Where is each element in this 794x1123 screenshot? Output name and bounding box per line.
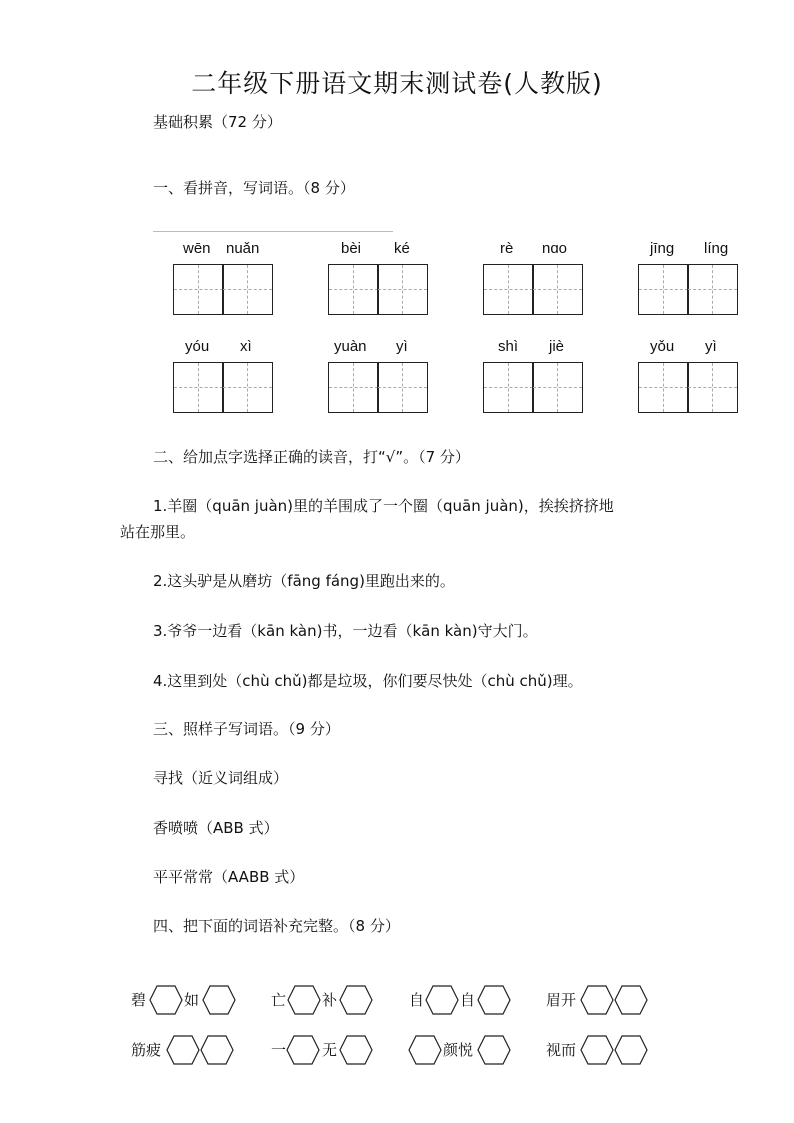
- hexagon-blank[interactable]: [580, 1035, 614, 1069]
- hexagon-blank[interactable]: [339, 1035, 373, 1069]
- pinyin-label: yuàn: [334, 338, 367, 355]
- writing-box[interactable]: [638, 362, 689, 413]
- hexagon-blank[interactable]: [287, 985, 321, 1019]
- pinyin-label: rè: [500, 240, 514, 257]
- idiom-row: [0, 1035, 794, 1065]
- pinyin-label: yǒu: [650, 338, 675, 355]
- section3-heading: 三、照样子写词语。（9 分）: [153, 720, 340, 738]
- writing-box[interactable]: [687, 264, 738, 315]
- hexagon-blank[interactable]: [425, 985, 459, 1019]
- hexagon-blank[interactable]: [166, 1035, 200, 1069]
- page-title: 二年级下册语文期末测试卷(人教版): [191, 69, 603, 98]
- idiom-row: [0, 985, 794, 1015]
- writing-box[interactable]: [173, 264, 224, 315]
- pinyin-label: wēn: [183, 240, 211, 257]
- pinyin-label: bèi: [341, 240, 362, 257]
- subtitle: 基础积累（72 分）: [153, 113, 282, 131]
- idiom-char: 如: [184, 991, 200, 1009]
- hexagon-blank[interactable]: [477, 1035, 511, 1069]
- hexagon-blank[interactable]: [580, 985, 614, 1019]
- pinyin-label: líng: [704, 240, 729, 257]
- idiom-char: 筋疲: [131, 1041, 162, 1059]
- question-1-cont: 站在那里。: [120, 523, 196, 541]
- hexagon-blank[interactable]: [614, 1035, 648, 1069]
- example-1: 寻找（近义词组成）: [153, 769, 289, 787]
- pinyin-label: jiè: [549, 338, 565, 355]
- idiom-char: 一: [271, 1041, 287, 1059]
- idiom-char: 亡: [271, 991, 287, 1009]
- writing-box[interactable]: [377, 264, 428, 315]
- hexagon-blank[interactable]: [477, 985, 511, 1019]
- idiom-char: 自: [409, 991, 425, 1009]
- hexagon-blank[interactable]: [200, 1035, 234, 1069]
- writing-box[interactable]: [638, 264, 689, 315]
- idiom-char: 无: [322, 1041, 338, 1059]
- question-2: 2.这头驴是从磨坊（fāng fáng)里跑出来的。: [153, 572, 455, 590]
- pinyin-label: nuǎn: [226, 240, 260, 257]
- section2-heading: 二、给加点字选择正确的读音，打“√”。（7 分）: [153, 448, 470, 466]
- divider: [153, 231, 393, 232]
- writing-box[interactable]: [222, 264, 273, 315]
- writing-box[interactable]: [483, 362, 534, 413]
- question-1: 1.羊圈（quān juàn)里的羊围成了一个圈（quān juàn)，挨挨挤挤地: [153, 497, 614, 515]
- hexagon-blank[interactable]: [614, 985, 648, 1019]
- section4-heading: 四、把下面的词语补充完整。（8 分）: [153, 917, 400, 935]
- pinyin-label: shì: [498, 338, 519, 355]
- pinyin-label: nɑo: [542, 240, 568, 257]
- pinyin-label: yì: [705, 338, 717, 355]
- idiom-char: 颜悦: [443, 1041, 474, 1059]
- question-4: 4.这里到处（chù chǔ)都是垃圾，你们要尽快处（chù chǔ)理。: [153, 672, 583, 690]
- writing-box[interactable]: [328, 264, 379, 315]
- hexagon-blank[interactable]: [286, 1035, 320, 1069]
- section1-heading: 一、看拼音，写词语。（8 分）: [153, 179, 355, 197]
- idiom-char: 眉开: [546, 991, 577, 1009]
- writing-box[interactable]: [328, 362, 379, 413]
- question-3: 3.爷爷一边看（kān kàn)书，一边看（kān kàn)守大门。: [153, 622, 538, 640]
- example-3: 平平常常（AABB 式）: [153, 868, 305, 886]
- hexagon-blank[interactable]: [202, 985, 236, 1019]
- hexagon-blank[interactable]: [339, 985, 373, 1019]
- idiom-char: 视而: [546, 1041, 577, 1059]
- hexagon-blank[interactable]: [408, 1035, 442, 1069]
- idiom-char: 补: [322, 991, 338, 1009]
- writing-box[interactable]: [687, 362, 738, 413]
- writing-box[interactable]: [377, 362, 428, 413]
- writing-box[interactable]: [483, 264, 534, 315]
- pinyin-label: jīng: [650, 240, 675, 257]
- pinyin-label: yì: [396, 338, 408, 355]
- idiom-char: 自: [460, 991, 476, 1009]
- writing-box[interactable]: [532, 264, 583, 315]
- hexagon-blank[interactable]: [149, 985, 183, 1019]
- example-2: 香喷喷（ABB 式）: [153, 819, 279, 837]
- writing-box[interactable]: [173, 362, 224, 413]
- pinyin-label: xì: [240, 338, 252, 355]
- writing-box[interactable]: [222, 362, 273, 413]
- pinyin-label: ké: [394, 240, 410, 257]
- writing-box[interactable]: [532, 362, 583, 413]
- pinyin-label: yóu: [185, 338, 210, 355]
- idiom-char: 碧: [131, 991, 147, 1009]
